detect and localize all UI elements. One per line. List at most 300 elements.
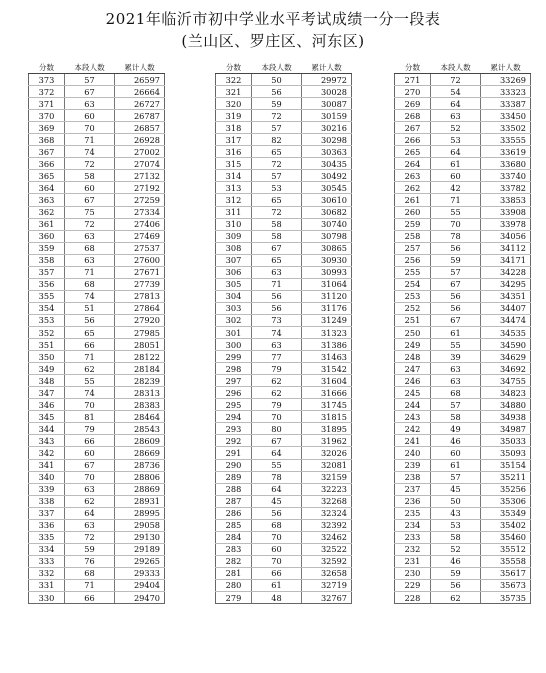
table-row	[29, 507, 165, 519]
header-cumulative-count: 累计人数	[115, 62, 165, 74]
table-row	[216, 182, 352, 194]
table-row	[29, 459, 165, 471]
cumulative-count-cell: 28383	[115, 399, 165, 411]
cumulative-count-cell: 29972	[302, 74, 352, 86]
segment-count-cell: 63	[431, 363, 481, 375]
segment-count-cell: 67	[252, 242, 302, 254]
table-row	[395, 459, 531, 471]
segment-count-cell: 62	[65, 495, 115, 507]
score-cell: 285	[216, 519, 252, 531]
score-cell: 331	[29, 579, 65, 591]
segment-count-cell: 60	[65, 182, 115, 194]
cumulative-count-cell: 33782	[481, 182, 531, 194]
segment-count-cell: 61	[431, 158, 481, 170]
score-cell: 342	[29, 447, 65, 459]
cumulative-count-cell: 35460	[481, 531, 531, 543]
table-row	[29, 351, 165, 363]
score-cell: 309	[216, 230, 252, 242]
segment-count-cell: 61	[431, 459, 481, 471]
table-row	[216, 363, 352, 375]
cumulative-count-cell: 35154	[481, 459, 531, 471]
cumulative-count-cell: 31962	[302, 435, 352, 447]
score-cell: 305	[216, 278, 252, 290]
table-row	[395, 146, 531, 158]
table-row	[29, 74, 165, 86]
cumulative-count-cell: 31815	[302, 411, 352, 423]
table-row	[216, 447, 352, 459]
segment-count-cell: 81	[65, 411, 115, 423]
table-row	[29, 254, 165, 266]
score-cell: 269	[395, 98, 431, 110]
segment-count-cell: 68	[431, 387, 481, 399]
table-row	[395, 158, 531, 170]
score-cell: 264	[395, 158, 431, 170]
table-row	[395, 592, 531, 604]
cumulative-count-cell: 30865	[302, 242, 352, 254]
cumulative-count-cell: 30159	[302, 110, 352, 122]
cumulative-count-cell: 32658	[302, 567, 352, 579]
score-cell: 307	[216, 254, 252, 266]
score-cell: 335	[29, 531, 65, 543]
segment-count-cell: 45	[252, 495, 302, 507]
cumulative-count-cell: 33680	[481, 158, 531, 170]
cumulative-count-cell: 27334	[115, 206, 165, 218]
score-cell: 302	[216, 314, 252, 326]
table-row	[216, 230, 352, 242]
score-cell: 233	[395, 531, 431, 543]
segment-count-cell: 64	[431, 146, 481, 158]
score-table-column-3	[394, 62, 531, 604]
table-row	[29, 375, 165, 387]
score-cell: 236	[395, 495, 431, 507]
cumulative-count-cell: 32462	[302, 531, 352, 543]
cumulative-count-cell: 26787	[115, 110, 165, 122]
cumulative-count-cell: 26928	[115, 134, 165, 146]
segment-count-cell: 68	[252, 519, 302, 531]
segment-count-cell: 61	[252, 579, 302, 591]
score-cell: 338	[29, 495, 65, 507]
cumulative-count-cell: 30682	[302, 206, 352, 218]
segment-count-cell: 74	[252, 326, 302, 338]
table-row	[216, 242, 352, 254]
segment-count-cell: 62	[65, 363, 115, 375]
score-cell: 252	[395, 302, 431, 314]
score-cell: 365	[29, 170, 65, 182]
cumulative-count-cell: 34171	[481, 254, 531, 266]
score-cell: 261	[395, 194, 431, 206]
header-segment-count: 本段人数	[65, 62, 115, 74]
score-cell: 315	[216, 158, 252, 170]
score-cell: 238	[395, 471, 431, 483]
score-cell: 287	[216, 495, 252, 507]
cumulative-count-cell: 34056	[481, 230, 531, 242]
cumulative-count-cell: 30993	[302, 266, 352, 278]
segment-count-cell: 63	[431, 110, 481, 122]
table-row	[29, 290, 165, 302]
segment-count-cell: 56	[431, 290, 481, 302]
score-cell: 244	[395, 399, 431, 411]
cumulative-count-cell: 28543	[115, 423, 165, 435]
segment-count-cell: 57	[65, 74, 115, 86]
segment-count-cell: 63	[252, 266, 302, 278]
cumulative-count-cell: 32223	[302, 483, 352, 495]
cumulative-count-cell: 33450	[481, 110, 531, 122]
table-row	[29, 230, 165, 242]
table-row	[395, 507, 531, 519]
table-row	[216, 218, 352, 230]
segment-count-cell: 72	[252, 206, 302, 218]
table-row	[29, 242, 165, 254]
segment-count-cell: 63	[65, 483, 115, 495]
score-cell: 344	[29, 423, 65, 435]
table-row	[216, 411, 352, 423]
cumulative-count-cell: 27259	[115, 194, 165, 206]
score-cell: 254	[395, 278, 431, 290]
table-row	[216, 339, 352, 351]
cumulative-count-cell: 27600	[115, 254, 165, 266]
page-subtitle: (兰山区、罗庄区、河东区)	[181, 32, 365, 50]
header-cumulative-count: 累计人数	[302, 62, 352, 74]
segment-count-cell: 79	[252, 363, 302, 375]
score-cell: 260	[395, 206, 431, 218]
cumulative-count-cell: 30435	[302, 158, 352, 170]
cumulative-count-cell: 32324	[302, 507, 352, 519]
table-row	[216, 146, 352, 158]
segment-count-cell: 79	[65, 423, 115, 435]
score-cell: 368	[29, 134, 65, 146]
table-row	[395, 483, 531, 495]
score-cell: 346	[29, 399, 65, 411]
segment-count-cell: 57	[252, 170, 302, 182]
table-row	[395, 314, 531, 326]
segment-count-cell: 49	[431, 423, 481, 435]
score-cell: 311	[216, 206, 252, 218]
cumulative-count-cell: 29333	[115, 567, 165, 579]
score-cell: 257	[395, 242, 431, 254]
cumulative-count-cell: 26857	[115, 122, 165, 134]
segment-count-cell: 56	[431, 302, 481, 314]
table-row	[29, 555, 165, 567]
table-row	[395, 567, 531, 579]
cumulative-count-cell: 26597	[115, 74, 165, 86]
cumulative-count-cell: 27739	[115, 278, 165, 290]
score-cell: 288	[216, 483, 252, 495]
cumulative-count-cell: 35558	[481, 555, 531, 567]
cumulative-count-cell: 29058	[115, 519, 165, 531]
table-row	[29, 218, 165, 230]
table-row	[395, 278, 531, 290]
score-cell: 352	[29, 326, 65, 338]
segment-count-cell: 56	[252, 507, 302, 519]
cumulative-count-cell: 33740	[481, 170, 531, 182]
segment-count-cell: 74	[65, 146, 115, 158]
segment-count-cell: 76	[65, 555, 115, 567]
segment-count-cell: 68	[65, 242, 115, 254]
score-cell: 299	[216, 351, 252, 363]
cumulative-count-cell: 33853	[481, 194, 531, 206]
segment-count-cell: 70	[65, 471, 115, 483]
segment-count-cell: 63	[431, 375, 481, 387]
score-cell: 292	[216, 435, 252, 447]
score-cell: 348	[29, 375, 65, 387]
table-row	[395, 206, 531, 218]
score-cell: 247	[395, 363, 431, 375]
table-row	[395, 182, 531, 194]
cumulative-count-cell: 27406	[115, 218, 165, 230]
cumulative-count-cell: 35673	[481, 579, 531, 591]
segment-count-cell: 59	[65, 543, 115, 555]
cumulative-count-cell: 30087	[302, 98, 352, 110]
score-cell: 290	[216, 459, 252, 471]
cumulative-count-cell: 31249	[302, 314, 352, 326]
cumulative-count-cell: 28313	[115, 387, 165, 399]
segment-count-cell: 66	[252, 567, 302, 579]
table-row	[29, 531, 165, 543]
segment-count-cell: 70	[252, 531, 302, 543]
cumulative-count-cell: 34590	[481, 339, 531, 351]
segment-count-cell: 67	[65, 459, 115, 471]
cumulative-count-cell: 35093	[481, 447, 531, 459]
table-row	[29, 447, 165, 459]
score-cell: 349	[29, 363, 65, 375]
segment-count-cell: 56	[252, 290, 302, 302]
score-cell: 362	[29, 206, 65, 218]
table-row	[395, 543, 531, 555]
cumulative-count-cell: 30216	[302, 122, 352, 134]
segment-count-cell: 57	[431, 471, 481, 483]
segment-count-cell: 64	[65, 507, 115, 519]
table-row	[395, 363, 531, 375]
segment-count-cell: 71	[65, 134, 115, 146]
segment-count-cell: 55	[65, 375, 115, 387]
table-row	[29, 339, 165, 351]
cumulative-count-cell: 28669	[115, 447, 165, 459]
table-row	[29, 278, 165, 290]
segment-count-cell: 55	[431, 339, 481, 351]
score-cell: 263	[395, 170, 431, 182]
table-row	[395, 471, 531, 483]
cumulative-count-cell: 30492	[302, 170, 352, 182]
cumulative-count-cell: 31463	[302, 351, 352, 363]
segment-count-cell: 70	[252, 555, 302, 567]
score-cell: 253	[395, 290, 431, 302]
score-cell: 339	[29, 483, 65, 495]
table-row	[216, 387, 352, 399]
cumulative-count-cell: 29404	[115, 579, 165, 591]
segment-count-cell: 60	[252, 543, 302, 555]
segment-count-cell: 48	[252, 592, 302, 604]
table-row	[216, 483, 352, 495]
score-table-column-2	[215, 62, 352, 604]
cumulative-count-cell: 31745	[302, 399, 352, 411]
table-row	[395, 98, 531, 110]
table-row	[29, 483, 165, 495]
segment-count-cell: 60	[431, 447, 481, 459]
cumulative-count-cell: 35306	[481, 495, 531, 507]
segment-count-cell: 75	[65, 206, 115, 218]
table-row	[216, 399, 352, 411]
table-row	[29, 182, 165, 194]
table-row	[29, 471, 165, 483]
segment-count-cell: 68	[65, 567, 115, 579]
score-cell: 229	[395, 579, 431, 591]
cumulative-count-cell: 27920	[115, 314, 165, 326]
cumulative-count-cell: 27074	[115, 158, 165, 170]
score-cell: 281	[216, 567, 252, 579]
table-row	[395, 110, 531, 122]
page-title: 2021年临沂市初中学业水平考试成绩一分一段表	[105, 10, 441, 28]
header-segment-count: 本段人数	[252, 62, 302, 74]
segment-count-cell: 78	[431, 230, 481, 242]
cumulative-count-cell: 31120	[302, 290, 352, 302]
table-row	[216, 351, 352, 363]
segment-count-cell: 52	[431, 122, 481, 134]
cumulative-count-cell: 28869	[115, 483, 165, 495]
score-cell: 300	[216, 339, 252, 351]
segment-count-cell: 82	[252, 134, 302, 146]
segment-count-cell: 63	[65, 230, 115, 242]
cumulative-count-cell: 29470	[115, 592, 165, 604]
segment-count-cell: 43	[431, 507, 481, 519]
segment-count-cell: 50	[431, 495, 481, 507]
score-cell: 256	[395, 254, 431, 266]
segment-count-cell: 65	[252, 254, 302, 266]
segment-count-cell: 70	[65, 122, 115, 134]
table-row	[29, 519, 165, 531]
segment-count-cell: 70	[65, 399, 115, 411]
table-row	[216, 206, 352, 218]
segment-count-cell: 57	[431, 399, 481, 411]
segment-count-cell: 57	[431, 266, 481, 278]
score-cell: 317	[216, 134, 252, 146]
table-row	[216, 471, 352, 483]
score-cell: 258	[395, 230, 431, 242]
segment-count-cell: 57	[252, 122, 302, 134]
cumulative-count-cell: 33978	[481, 218, 531, 230]
table-row	[395, 447, 531, 459]
segment-count-cell: 71	[431, 194, 481, 206]
segment-count-cell: 68	[65, 278, 115, 290]
score-cell: 322	[216, 74, 252, 86]
table-row	[216, 531, 352, 543]
table-row	[395, 519, 531, 531]
cumulative-count-cell: 31323	[302, 326, 352, 338]
segment-count-cell: 64	[431, 98, 481, 110]
table-row	[29, 592, 165, 604]
score-cell: 351	[29, 339, 65, 351]
table-row	[216, 567, 352, 579]
segment-count-cell: 60	[431, 170, 481, 182]
header-score: 分数	[29, 62, 65, 74]
cumulative-count-cell: 35735	[481, 592, 531, 604]
score-table-column-1	[28, 62, 165, 604]
cumulative-count-cell: 28184	[115, 363, 165, 375]
score-cell: 270	[395, 86, 431, 98]
table-row	[216, 435, 352, 447]
table-row	[216, 98, 352, 110]
score-cell: 298	[216, 363, 252, 375]
segment-count-cell: 62	[252, 375, 302, 387]
cumulative-count-cell: 35402	[481, 519, 531, 531]
table-row	[216, 302, 352, 314]
table-row	[29, 170, 165, 182]
segment-count-cell: 59	[431, 567, 481, 579]
segment-count-cell: 77	[252, 351, 302, 363]
score-cell: 295	[216, 399, 252, 411]
cumulative-count-cell: 28609	[115, 435, 165, 447]
table-row	[395, 423, 531, 435]
cumulative-count-cell: 31666	[302, 387, 352, 399]
score-cell: 355	[29, 290, 65, 302]
cumulative-count-cell: 30363	[302, 146, 352, 158]
table-row	[29, 495, 165, 507]
cumulative-count-cell: 32719	[302, 579, 352, 591]
score-cell: 347	[29, 387, 65, 399]
score-cell: 296	[216, 387, 252, 399]
score-cell: 265	[395, 146, 431, 158]
table-row	[395, 579, 531, 591]
score-cell: 251	[395, 314, 431, 326]
table-row	[29, 122, 165, 134]
table-header-row	[216, 62, 352, 74]
table-row	[29, 387, 165, 399]
segment-count-cell: 63	[65, 254, 115, 266]
score-cell: 283	[216, 543, 252, 555]
cumulative-count-cell: 33908	[481, 206, 531, 218]
score-cell: 255	[395, 266, 431, 278]
cumulative-count-cell: 27813	[115, 290, 165, 302]
table-row	[216, 122, 352, 134]
table-row	[29, 399, 165, 411]
table-row	[216, 74, 352, 86]
score-cell: 234	[395, 519, 431, 531]
table-header-row	[29, 62, 165, 74]
score-cell: 243	[395, 411, 431, 423]
segment-count-cell: 80	[252, 423, 302, 435]
score-cell: 271	[395, 74, 431, 86]
segment-count-cell: 62	[431, 592, 481, 604]
table-row	[29, 302, 165, 314]
cumulative-count-cell: 26664	[115, 86, 165, 98]
score-cell: 334	[29, 543, 65, 555]
cumulative-count-cell: 30930	[302, 254, 352, 266]
table-row	[216, 290, 352, 302]
cumulative-count-cell: 34351	[481, 290, 531, 302]
table-header-row	[395, 62, 531, 74]
score-cell: 359	[29, 242, 65, 254]
segment-count-cell: 70	[431, 218, 481, 230]
table-row	[216, 459, 352, 471]
segment-count-cell: 56	[431, 242, 481, 254]
segment-count-cell: 66	[65, 435, 115, 447]
cumulative-count-cell: 26727	[115, 98, 165, 110]
table-row	[395, 387, 531, 399]
table-row	[216, 555, 352, 567]
cumulative-count-cell: 34629	[481, 351, 531, 363]
cumulative-count-cell: 34295	[481, 278, 531, 290]
score-cell: 350	[29, 351, 65, 363]
segment-count-cell: 53	[431, 519, 481, 531]
score-cell: 364	[29, 182, 65, 194]
segment-count-cell: 53	[431, 134, 481, 146]
table-row	[216, 507, 352, 519]
score-cell: 297	[216, 375, 252, 387]
table-row	[29, 206, 165, 218]
segment-count-cell: 51	[65, 302, 115, 314]
segment-count-cell: 63	[65, 519, 115, 531]
table-row	[216, 278, 352, 290]
segment-count-cell: 56	[252, 86, 302, 98]
